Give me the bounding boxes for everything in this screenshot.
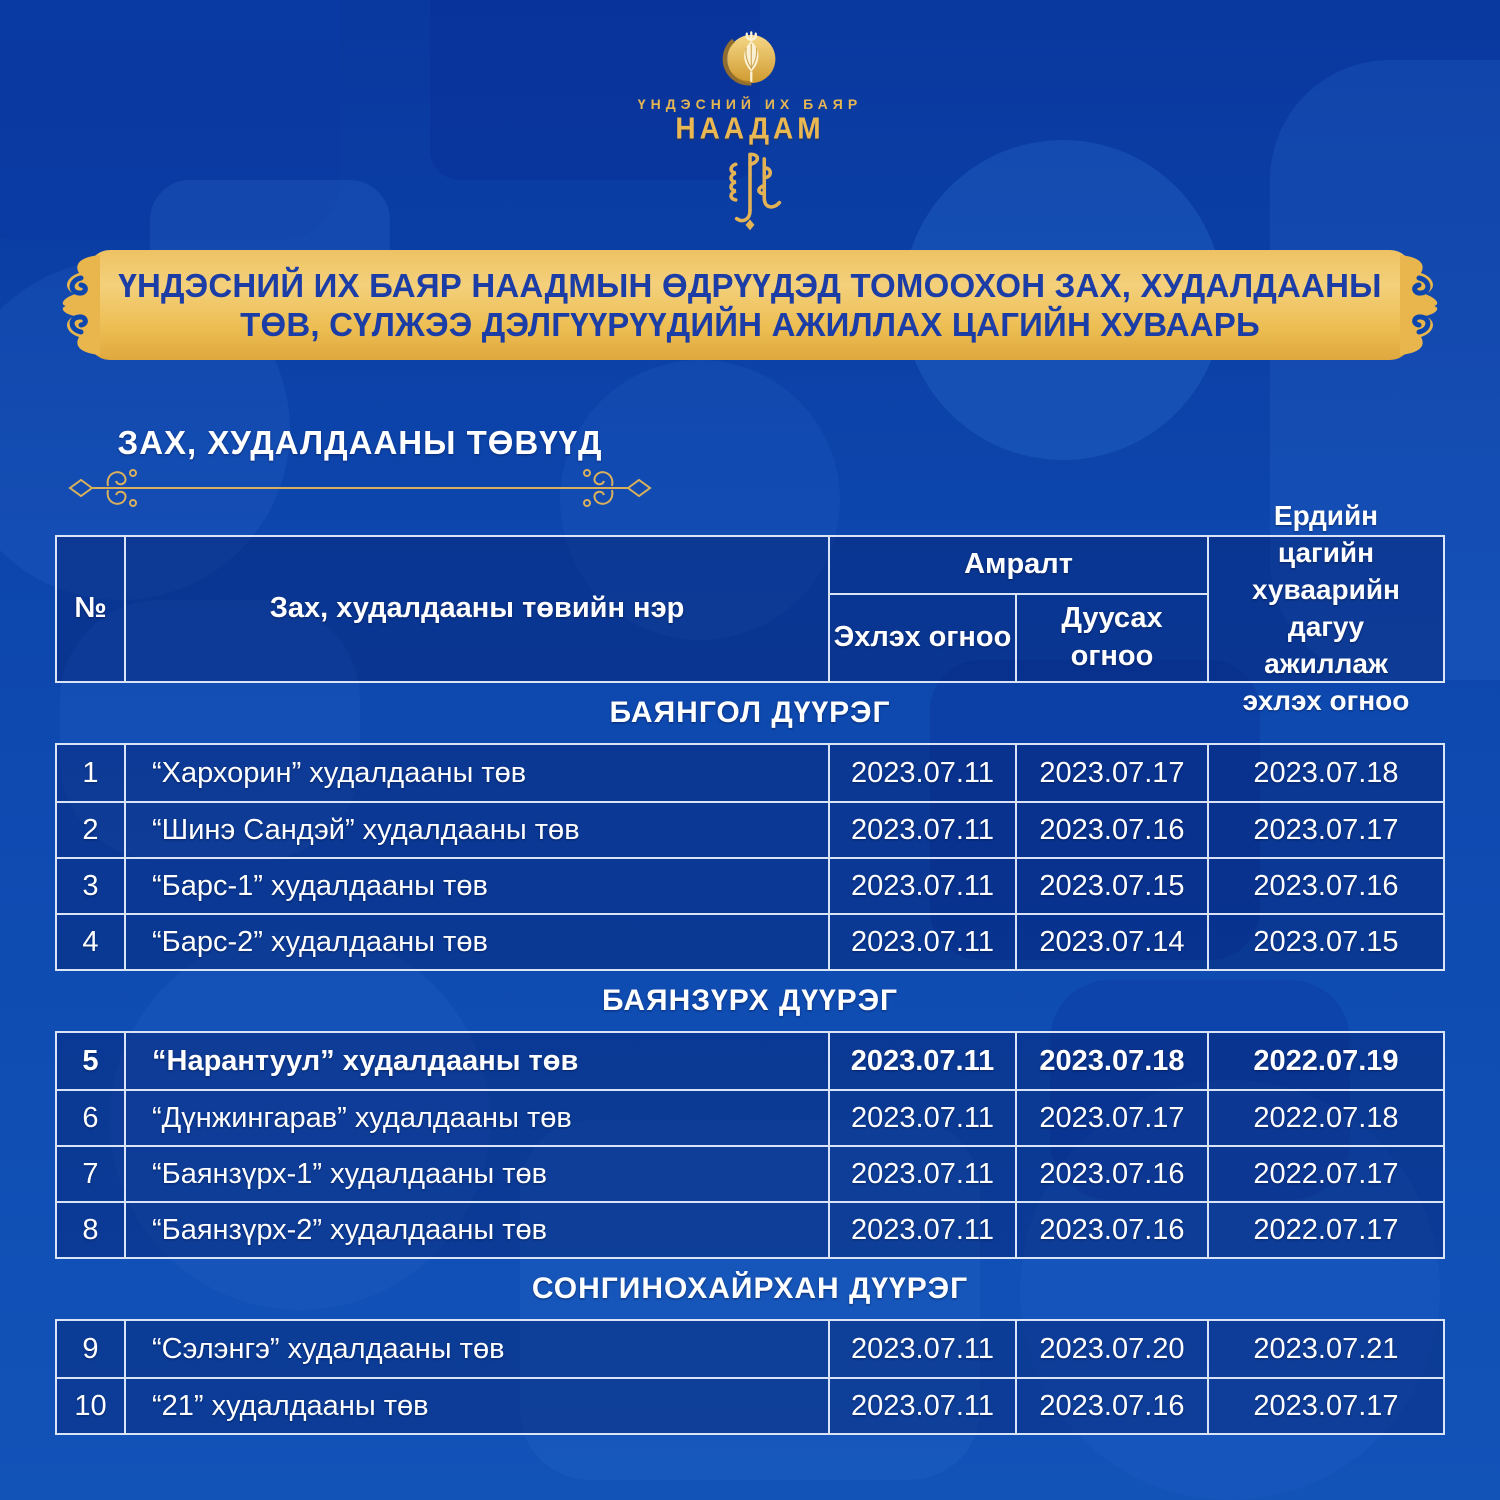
table-row: [57, 1145, 1443, 1201]
market-name-cell: “Барс-1” худалдааны төв: [124, 859, 828, 913]
rest-start-cell: 2023.07.11: [828, 1321, 1015, 1377]
row-number-cell: 2: [82, 813, 99, 846]
rest-start-cell: 2023.07.11: [828, 745, 1015, 801]
market-name-cell: “Нарантуул” худалдааны төв: [124, 1033, 828, 1089]
table-row: [57, 857, 1443, 913]
logo-tagline: ҮНДЭСНИЙ ИХ БАЯР: [637, 96, 863, 112]
row-number-cell: 1: [82, 756, 99, 789]
resume-date-cell: 2022.07.18: [1207, 1091, 1443, 1145]
rest-end-cell: 2023.07.14: [1015, 915, 1207, 969]
banner-title-line-1: ҮНДЭСНИЙ ИХ БАЯР НААДМЫН ӨДРҮҮДЭД ТОМООХОН ЗАХ, ХУДАЛДААНЫ: [118, 267, 1382, 304]
district-group-songinokhairkhan: [55, 1319, 1445, 1435]
market-name-cell: “Баянзүрх-1” худалдааны төв: [124, 1147, 828, 1201]
resume-date-cell: 2023.07.15: [1207, 915, 1443, 969]
table-row: [57, 913, 1443, 969]
row-number-cell: 6: [82, 1101, 99, 1134]
row-number-cell: 8: [82, 1213, 99, 1246]
rest-end-cell: 2023.07.16: [1015, 1147, 1207, 1201]
resume-date-cell: 2023.07.16: [1207, 859, 1443, 913]
market-name-cell: “Сэлэнгэ” худалдааны төв: [124, 1321, 828, 1377]
col-no-header: №: [74, 592, 107, 625]
table-row: [57, 745, 1443, 801]
table-row: [57, 1321, 1443, 1377]
naadam-logo: [0, 26, 1500, 232]
district-group-bayangol: [55, 743, 1445, 971]
district-header-bayanzurkh: БАЯНЗҮРХ ДҮҮРЭГ: [601, 984, 899, 1017]
col-rest-start-header: Эхлэх огноо: [828, 593, 1015, 681]
resume-date-cell: 2022.07.17: [1207, 1203, 1443, 1257]
rest-start-cell: 2023.07.11: [828, 1091, 1015, 1145]
market-name-cell: “Баянзүрх-2” худалдааны төв: [124, 1203, 828, 1257]
col-resume-header: Ердийн цагийн хуваарийн дагуу ажиллаж эхлэх огноо: [1207, 537, 1443, 681]
rest-end-cell: 2023.07.15: [1015, 859, 1207, 913]
row-number-cell: 3: [82, 869, 99, 902]
col-rest-end-header: Дуусах огноо: [1015, 593, 1207, 681]
market-name-cell: “21” худалдааны төв: [124, 1379, 828, 1433]
rest-end-cell: 2023.07.18: [1015, 1033, 1207, 1089]
row-number-cell: 9: [82, 1332, 99, 1365]
banner-scroll-left-icon: [52, 252, 100, 358]
market-name-cell: “Барс-2” худалдааны төв: [124, 915, 828, 969]
district-group-bayanzurkh: [55, 1031, 1445, 1259]
resume-date-cell: 2022.07.17: [1207, 1147, 1443, 1201]
naadam-emblem-icon: [717, 26, 783, 92]
divider-ornament-icon: [62, 462, 658, 514]
rest-start-cell: 2023.07.11: [828, 1379, 1015, 1433]
section-heading: [62, 424, 658, 514]
rest-end-cell: 2023.07.16: [1015, 1379, 1207, 1433]
district-header-songinokhairkhan: СОНГИНОХАЙРХАН ДҮҮРЭГ: [531, 1272, 969, 1305]
market-name-cell: “Хархорин” худалдааны төв: [124, 745, 828, 801]
rest-end-cell: 2023.07.16: [1015, 803, 1207, 857]
col-rest-header: Амралт: [828, 537, 1207, 593]
table-row: [57, 801, 1443, 857]
row-number-cell: 4: [82, 925, 99, 958]
table-row: [57, 1377, 1443, 1433]
market-name-cell: “Дүнжингарав” худалдааны төв: [124, 1091, 828, 1145]
rest-start-cell: 2023.07.11: [828, 803, 1015, 857]
schedule-table: [55, 500, 1445, 1435]
rest-end-cell: 2023.07.17: [1015, 745, 1207, 801]
title-banner: [88, 250, 1412, 360]
table-row: [57, 1201, 1443, 1257]
market-name-cell: “Шинэ Сандэй” худалдааны төв: [124, 803, 828, 857]
row-number-cell: 5: [82, 1044, 99, 1077]
resume-date-cell: 2023.07.17: [1207, 803, 1443, 857]
rest-end-cell: 2023.07.16: [1015, 1203, 1207, 1257]
rest-end-cell: 2023.07.20: [1015, 1321, 1207, 1377]
col-name-header: Зах, худалдааны төвийн нэр: [124, 537, 828, 681]
banner-scroll-right-icon: [1400, 252, 1448, 358]
resume-date-cell: 2023.07.17: [1207, 1379, 1443, 1433]
district-header-bayangol: БАЯНГОЛ ДҮҮРЭГ: [609, 696, 891, 729]
section-heading-title: ЗАХ, ХУДАЛДААНЫ ТӨВҮҮД: [117, 424, 603, 461]
logo-wordmark: НААДАМ: [675, 111, 825, 146]
table-row: [57, 1033, 1443, 1089]
banner-title-line-2: ТӨВ, СҮЛЖЭЭ ДЭЛГҮҮРҮҮДИЙН АЖИЛЛАХ ЦАГИЙН ХУВААРЬ: [240, 306, 1260, 343]
table-row: [57, 1089, 1443, 1145]
rest-start-cell: 2023.07.11: [828, 915, 1015, 969]
rest-start-cell: 2023.07.11: [828, 859, 1015, 913]
rest-start-cell: 2023.07.11: [828, 1147, 1015, 1201]
rest-end-cell: 2023.07.17: [1015, 1091, 1207, 1145]
resume-date-cell: 2022.07.19: [1207, 1033, 1443, 1089]
rest-start-cell: 2023.07.11: [828, 1033, 1015, 1089]
resume-date-cell: 2023.07.18: [1207, 745, 1443, 801]
row-number-cell: 10: [74, 1389, 107, 1422]
mongolian-script-icon: [711, 150, 789, 232]
resume-date-cell: 2023.07.21: [1207, 1321, 1443, 1377]
row-number-cell: 7: [82, 1157, 99, 1190]
rest-start-cell: 2023.07.11: [828, 1203, 1015, 1257]
